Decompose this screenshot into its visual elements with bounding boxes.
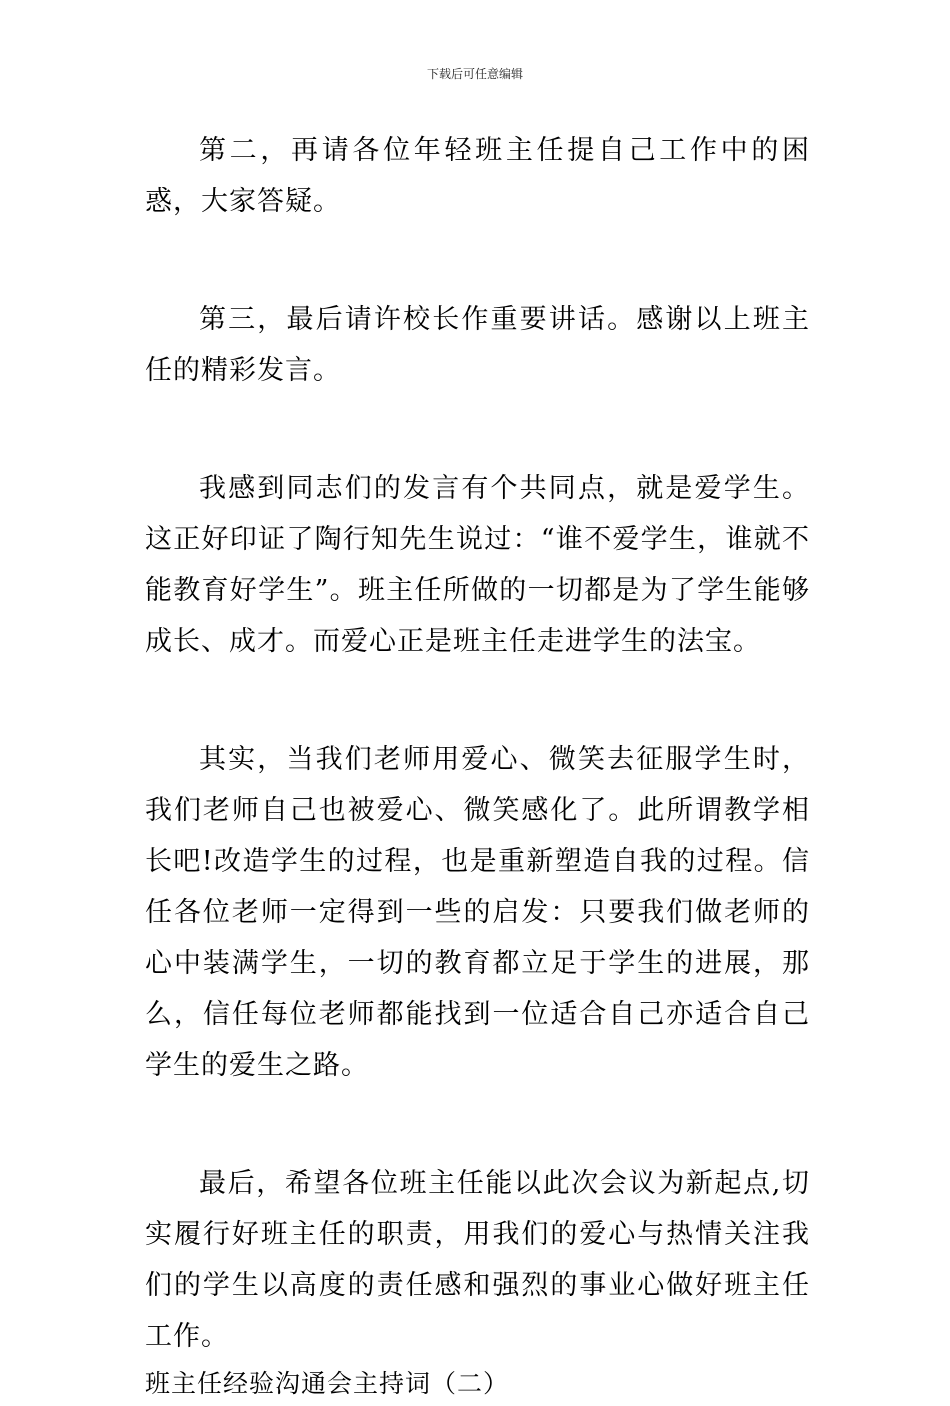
section-heading: 班主任经验沟通会主持词（二）: [145, 1369, 510, 1398]
page-header: 下载后可任意编辑: [426, 67, 523, 81]
paragraph-closing: 最后，希望各位班主任能以此次会议为新起点,切实履行好班主任的职责，用我们的爱心与热情关注我们的学生以高度的责任感和强烈的事业心做好班主任工作。: [145, 1168, 810, 1352]
paragraph-second-item: 第二，再请各位年轻班主任提自己工作中的困惑，大家答疑。: [145, 135, 810, 217]
document-body: [145, 125, 810, 1406]
paragraph-third-item: 第三，最后请许校长作重要讲话。感谢以上班主任的精彩发言。: [145, 304, 810, 386]
paragraph-teaching-growth: 其实，当我们老师用爱心、微笑去征服学生时，我们老师自己也被爱心、微笑感化了。此所谓教学相长吧!改造学生的过程，也是重新塑造自我的过程。信任各位老师一定得到一些的启发：只要我们做老师的心中装满学生，一切的教育都立足于学生的进展，那么，信任每位老师都能找到一位适合自己亦适合自己学生的爱生之路。: [145, 744, 810, 1081]
paragraph-love-students: 我感到同志们的发言有个共同点，就是爱学生。这正好印证了陶行知先生说过：“谁不爱学生，谁就不能教育好学生”。班主任所做的一切都是为了学生能够成长、成才。而爱心正是班主任走进学生的法宝。: [145, 473, 810, 657]
